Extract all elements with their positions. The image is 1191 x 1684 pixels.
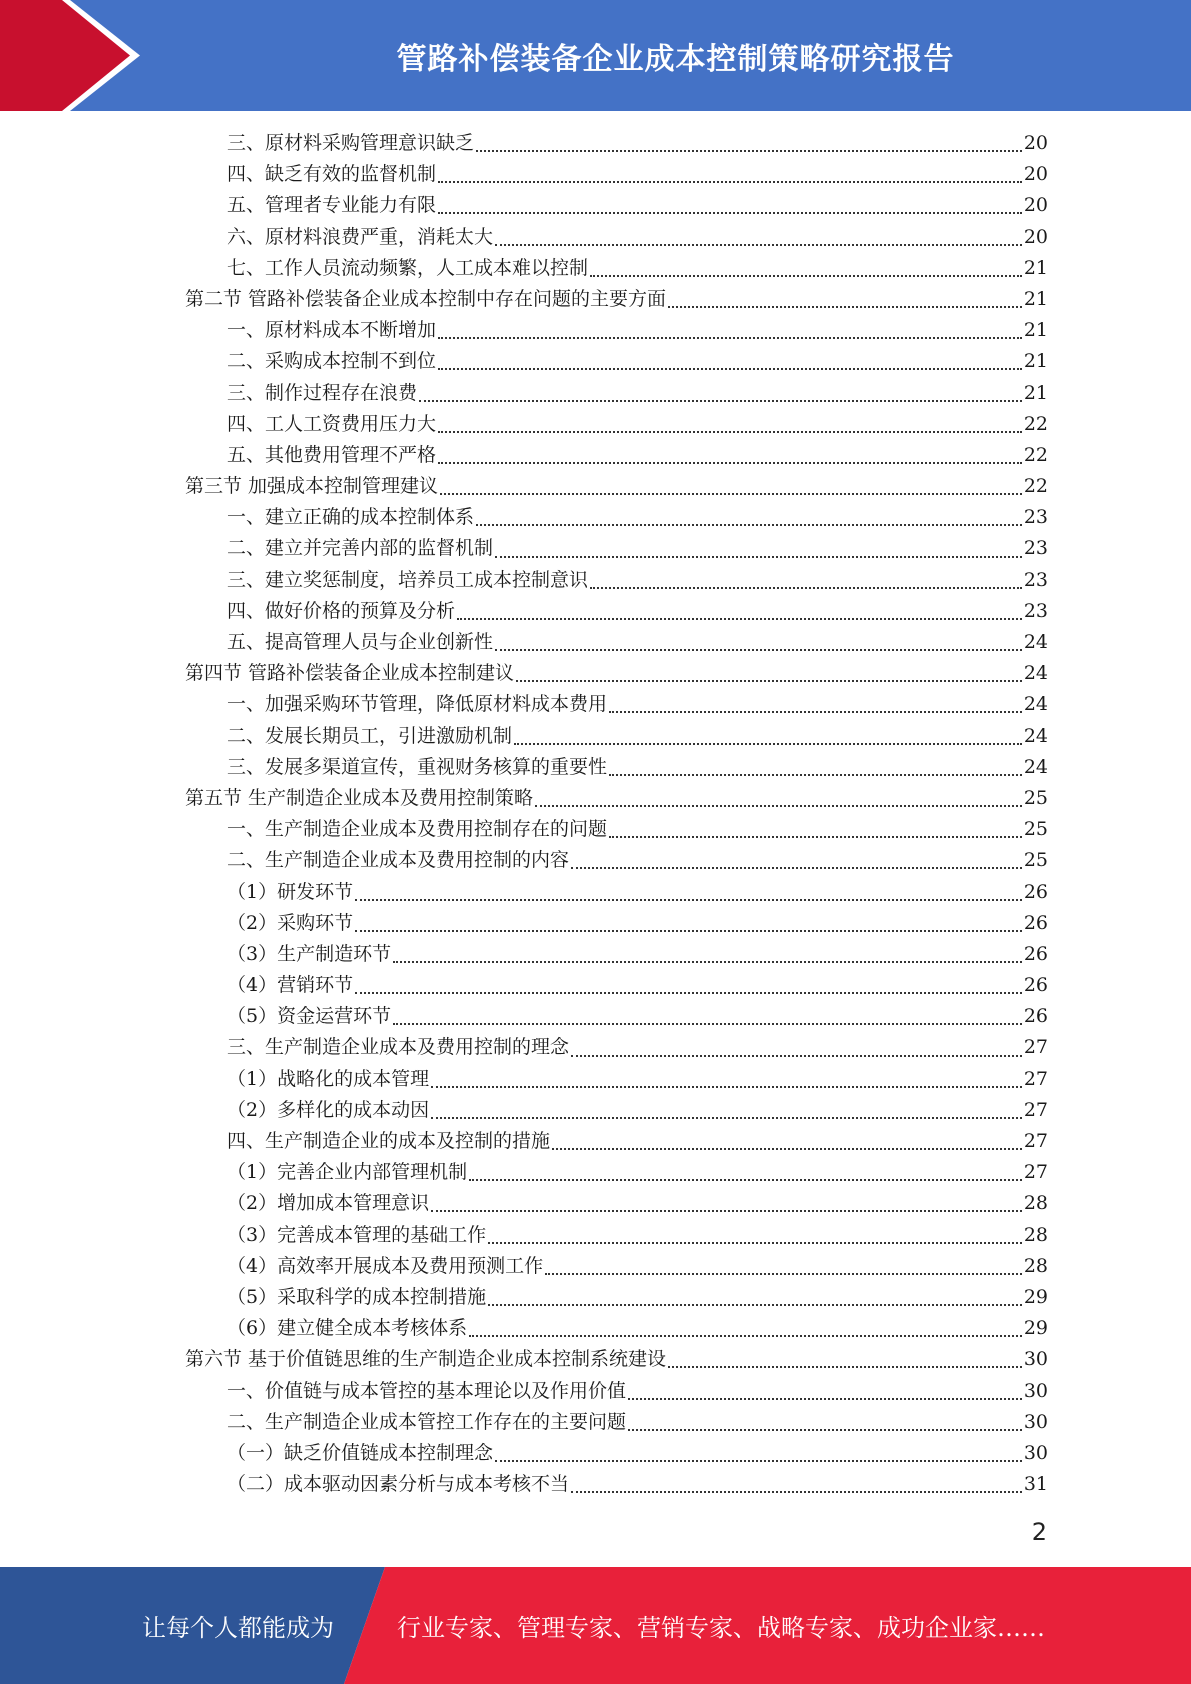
- toc-dot-leader: [393, 960, 1022, 963]
- toc-dot-leader: [393, 1022, 1022, 1025]
- toc-dot-leader: [469, 1334, 1022, 1337]
- toc-dot-leader: [457, 617, 1022, 620]
- toc-entry-title: 四、工人工资费用压力大: [227, 412, 437, 435]
- toc-entry-page: 25: [1023, 818, 1048, 841]
- toc-entry-title: 五、管理者专业能力有限: [227, 194, 437, 217]
- toc-entry-title: （2）增加成本管理意识: [227, 1192, 430, 1215]
- toc-entry-title: 一、建立正确的成本控制体系: [227, 506, 475, 529]
- toc-entry-title: （4）高效率开展成本及费用预测工作: [227, 1254, 544, 1277]
- toc-entry[interactable]: [185, 689, 1048, 720]
- toc-dot-leader: [438, 461, 1022, 464]
- toc-entry-title: 第四节 管路补偿装备企业成本控制建议: [185, 662, 515, 685]
- toc-entry[interactable]: [185, 1407, 1048, 1438]
- toc-dot-leader: [495, 243, 1022, 246]
- toc-dot-leader: [476, 149, 1022, 152]
- toc-entry-title: 三、发展多渠道宣传，重视财务核算的重要性: [227, 755, 608, 778]
- toc-dot-leader: [495, 555, 1022, 558]
- toc-entry[interactable]: [185, 128, 1048, 159]
- toc-entry-page: 20: [1023, 163, 1048, 186]
- toc-entry-page: 21: [1023, 319, 1048, 342]
- toc-dot-leader: [590, 274, 1022, 277]
- toc-entry[interactable]: [185, 315, 1048, 346]
- toc-entry[interactable]: [185, 1064, 1048, 1095]
- toc-entry-page: 26: [1023, 880, 1048, 903]
- toc-entry[interactable]: [185, 440, 1048, 471]
- toc-entry-page: 24: [1023, 755, 1048, 778]
- toc-entry-page: 26: [1023, 1005, 1048, 1028]
- toc-entry[interactable]: [185, 814, 1048, 845]
- toc-entry-page: 27: [1023, 1161, 1048, 1184]
- toc-entry-title: 二、生产制造企业成本及费用控制的内容: [227, 849, 570, 872]
- toc-dot-leader: [488, 1241, 1022, 1244]
- toc-entry[interactable]: [185, 346, 1048, 377]
- table-of-contents: [185, 128, 1048, 1500]
- toc-entry-title: （5）资金运营环节: [227, 1005, 392, 1028]
- toc-entry-page: 22: [1023, 412, 1048, 435]
- toc-entry[interactable]: [185, 378, 1048, 409]
- toc-entry[interactable]: [185, 845, 1048, 876]
- toc-entry-title: 四、缺乏有效的监督机制: [227, 163, 437, 186]
- toc-entry[interactable]: [185, 502, 1048, 533]
- toc-entry[interactable]: [185, 409, 1048, 440]
- toc-entry[interactable]: [185, 1376, 1048, 1407]
- toc-entry-page: 29: [1023, 1285, 1048, 1308]
- toc-entry-title: 第六节 基于价值链思维的生产制造企业成本控制系统建设: [185, 1348, 667, 1371]
- toc-entry-page: 24: [1023, 724, 1048, 747]
- toc-entry-page: 31: [1023, 1473, 1048, 1496]
- toc-entry-title: 第二节 管路补偿装备企业成本控制中存在问题的主要方面: [185, 287, 667, 310]
- toc-dot-leader: [431, 1085, 1022, 1088]
- toc-entry[interactable]: [185, 721, 1048, 752]
- toc-entry-page: 24: [1023, 662, 1048, 685]
- toc-entry[interactable]: [185, 1313, 1048, 1344]
- toc-entry-page: 28: [1023, 1223, 1048, 1246]
- toc-entry-title: （5）采取科学的成本控制措施: [227, 1285, 487, 1308]
- toc-dot-leader: [488, 1303, 1022, 1306]
- toc-entry-page: 23: [1023, 568, 1048, 591]
- toc-dot-leader: [438, 211, 1022, 214]
- toc-entry-page: 29: [1023, 1317, 1048, 1340]
- toc-dot-leader: [514, 742, 1022, 745]
- toc-entry[interactable]: [185, 1157, 1048, 1188]
- toc-entry-page: 23: [1023, 599, 1048, 622]
- toc-entry[interactable]: [185, 752, 1048, 783]
- toc-entry-title: 一、生产制造企业成本及费用控制存在的问题: [227, 818, 608, 841]
- toc-dot-leader: [571, 866, 1022, 869]
- toc-entry-page: 22: [1023, 475, 1048, 498]
- toc-entry-title: （一）缺乏价值链成本控制理念: [227, 1441, 494, 1464]
- toc-entry-page: 23: [1023, 537, 1048, 560]
- toc-entry-title: 第五节 生产制造企业成本及费用控制策略: [185, 786, 534, 809]
- toc-entry[interactable]: [185, 877, 1048, 908]
- toc-dot-leader: [438, 367, 1022, 370]
- toc-entry-title: 三、生产制造企业成本及费用控制的理念: [227, 1036, 570, 1059]
- toc-dot-leader: [438, 336, 1022, 339]
- toc-dot-leader: [545, 1272, 1022, 1275]
- toc-entry-title: （2）采购环节: [227, 911, 354, 934]
- toc-entry-title: 二、采购成本控制不到位: [227, 350, 437, 373]
- toc-entry[interactable]: [185, 596, 1048, 627]
- toc-entry[interactable]: [185, 1438, 1048, 1469]
- toc-dot-leader: [476, 523, 1022, 526]
- footer-slogan-left: 让每个人都能成为: [142, 1614, 334, 1642]
- toc-entry[interactable]: [185, 939, 1048, 970]
- toc-entry-title: 三、建立奖惩制度，培养员工成本控制意识: [227, 568, 589, 591]
- page-number: 2: [1031, 1518, 1047, 1546]
- toc-dot-leader: [571, 1490, 1022, 1493]
- toc-entry-page: 26: [1023, 974, 1048, 997]
- toc-dot-leader: [469, 1178, 1022, 1181]
- toc-entry[interactable]: [185, 471, 1048, 502]
- toc-entry-page: 30: [1023, 1379, 1048, 1402]
- toc-dot-leader: [668, 1365, 1022, 1368]
- toc-entry-page: 27: [1023, 1036, 1048, 1059]
- toc-dot-leader: [355, 991, 1022, 994]
- toc-entry-title: 一、价值链与成本管控的基本理论以及作用价值: [227, 1379, 627, 1402]
- toc-entry[interactable]: [185, 658, 1048, 689]
- toc-dot-leader: [495, 1459, 1022, 1462]
- toc-entry-page: 30: [1023, 1410, 1048, 1433]
- toc-entry-page: 27: [1023, 1098, 1048, 1121]
- toc-dot-leader: [495, 648, 1022, 651]
- toc-entry-page: 27: [1023, 1067, 1048, 1090]
- toc-entry-page: 21: [1023, 381, 1048, 404]
- toc-entry-page: 27: [1023, 1130, 1048, 1152]
- toc-entry-title: 四、生产制造企业的成本及控制的措施: [227, 1130, 551, 1152]
- toc-entry-page: 25: [1023, 786, 1048, 809]
- footer-banner: [0, 1567, 1191, 1684]
- toc-dot-leader: [438, 430, 1022, 433]
- toc-entry[interactable]: [185, 565, 1048, 596]
- toc-entry[interactable]: [185, 1469, 1048, 1500]
- toc-entry-page: 20: [1023, 194, 1048, 217]
- toc-dot-leader: [628, 1397, 1022, 1400]
- footer-slogan-right: 行业专家、管理专家、营销专家、战略专家、成功企业家……: [397, 1614, 1045, 1642]
- toc-entry-title: （1）完善企业内部管理机制: [227, 1161, 468, 1184]
- toc-dot-leader: [571, 1054, 1022, 1057]
- toc-entry-page: 22: [1023, 443, 1048, 466]
- toc-entry-page: 30: [1023, 1441, 1048, 1464]
- toc-entry[interactable]: [185, 627, 1048, 658]
- toc-entry[interactable]: [185, 1001, 1048, 1032]
- toc-entry-title: （1）研发环节: [227, 880, 354, 903]
- toc-dot-leader: [609, 835, 1022, 838]
- report-header: [0, 0, 1191, 111]
- toc-entry-title: 三、制作过程存在浪费: [227, 381, 418, 404]
- toc-entry[interactable]: [185, 1220, 1048, 1251]
- toc-dot-leader: [535, 804, 1022, 807]
- toc-entry[interactable]: [185, 1251, 1048, 1282]
- toc-entry-page: 30: [1023, 1348, 1048, 1371]
- toc-entry-page: 24: [1023, 693, 1048, 716]
- toc-entry-title: 二、生产制造企业成本管控工作存在的主要问题: [227, 1410, 627, 1433]
- toc-dot-leader: [431, 1116, 1022, 1119]
- chevron-arrow-icon: [0, 0, 160, 111]
- toc-entry-title: （3）完善成本管理的基础工作: [227, 1223, 487, 1246]
- toc-dot-leader: [419, 399, 1022, 402]
- toc-dot-leader: [552, 1147, 1022, 1150]
- toc-entry[interactable]: [185, 284, 1048, 315]
- toc-entry[interactable]: [185, 1188, 1048, 1219]
- toc-entry[interactable]: [185, 533, 1048, 564]
- toc-entry-title: （3）生产制造环节: [227, 942, 392, 965]
- toc-entry[interactable]: [185, 1032, 1048, 1063]
- toc-entry[interactable]: [185, 190, 1048, 221]
- toc-entry-page: 21: [1023, 256, 1048, 279]
- toc-entry-title: （4）营销环节: [227, 974, 354, 997]
- toc-entry-title: 第三节 加强成本控制管理建议: [185, 475, 439, 498]
- toc-entry-title: （二）成本驱动因素分析与成本考核不当: [227, 1473, 570, 1496]
- toc-entry[interactable]: [185, 253, 1048, 284]
- toc-entry[interactable]: [185, 1344, 1048, 1375]
- toc-dot-leader: [440, 492, 1022, 495]
- toc-dot-leader: [628, 1428, 1022, 1431]
- toc-entry-title: 三、原材料采购管理意识缺乏: [227, 132, 475, 154]
- toc-entry-page: 21: [1023, 287, 1048, 310]
- toc-dot-leader: [355, 929, 1022, 932]
- toc-entry-title: 四、做好价格的预算及分析: [227, 599, 456, 622]
- toc-entry[interactable]: [185, 1095, 1048, 1126]
- toc-dot-leader: [609, 773, 1022, 776]
- toc-entry[interactable]: [185, 908, 1048, 939]
- toc-entry[interactable]: [185, 1126, 1048, 1157]
- toc-dot-leader: [590, 586, 1022, 589]
- toc-entry-title: 一、加强采购环节管理，降低原材料成本费用: [227, 693, 608, 716]
- toc-entry-page: 23: [1023, 506, 1048, 529]
- toc-entry-page: 21: [1023, 350, 1048, 373]
- toc-entry-page: 28: [1023, 1254, 1048, 1277]
- toc-entry-page: 28: [1023, 1192, 1048, 1215]
- toc-dot-leader: [668, 305, 1022, 308]
- toc-entry-page: 24: [1023, 631, 1048, 653]
- toc-entry-title: 二、发展长期员工，引进激励机制: [227, 724, 513, 747]
- toc-entry-title: 五、其他费用管理不严格: [227, 443, 437, 466]
- toc-entry-title: 一、原材料成本不断增加: [227, 319, 437, 342]
- toc-entry-page: 20: [1023, 132, 1048, 154]
- toc-dot-leader: [355, 898, 1022, 901]
- toc-entry-title: （2）多样化的成本动因: [227, 1098, 430, 1121]
- toc-dot-leader: [438, 180, 1022, 183]
- toc-entry-title: 二、建立并完善内部的监督机制: [227, 537, 494, 560]
- toc-entry-title: （1）战略化的成本管理: [227, 1067, 430, 1090]
- toc-entry-page: 26: [1023, 911, 1048, 934]
- toc-entry-page: 26: [1023, 942, 1048, 965]
- toc-dot-leader: [516, 679, 1022, 682]
- toc-entry[interactable]: [185, 970, 1048, 1001]
- toc-entry-title: 七、工作人员流动频繁，人工成本难以控制: [227, 256, 589, 279]
- toc-entry[interactable]: [185, 222, 1048, 253]
- toc-entry[interactable]: [185, 783, 1048, 814]
- toc-entry[interactable]: [185, 159, 1048, 190]
- toc-dot-leader: [431, 1209, 1022, 1212]
- toc-entry-title: （6）建立健全成本考核体系: [227, 1317, 468, 1340]
- report-title: 管路补偿装备企业成本控制策略研究报告: [396, 41, 955, 77]
- toc-entry[interactable]: [185, 1282, 1048, 1313]
- toc-entry-page: 25: [1023, 849, 1048, 872]
- toc-entry-title: 五、提高管理人员与企业创新性: [227, 631, 494, 653]
- toc-entry-title: 六、原材料浪费严重，消耗太大: [227, 225, 494, 248]
- toc-dot-leader: [609, 710, 1022, 713]
- toc-entry-page: 20: [1023, 225, 1048, 248]
